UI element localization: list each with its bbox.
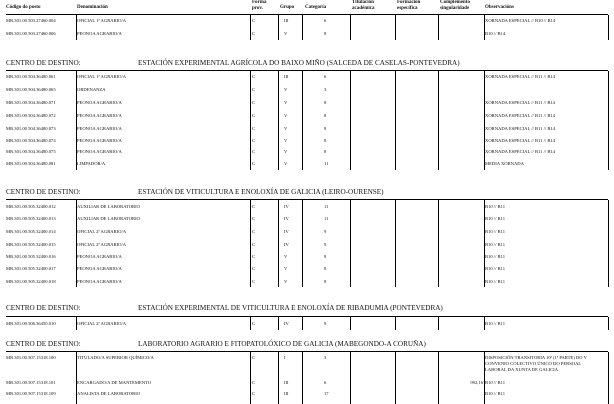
column-rule bbox=[302, 317, 303, 330]
header-complement-b: singularidade bbox=[440, 5, 470, 11]
section-divider bbox=[6, 199, 608, 200]
cell-observations: XORNADA ESPECIAL // B11 // B14 bbox=[485, 138, 555, 143]
column-rule bbox=[250, 317, 251, 330]
cell-group: V bbox=[284, 87, 288, 92]
cell-observations: XORNADA ESPECIAL // B10 // B14 bbox=[485, 18, 556, 23]
header-training-a: Formación bbox=[397, 0, 421, 5]
cell-form: C bbox=[252, 229, 256, 234]
column-rule bbox=[484, 352, 485, 404]
cell-group: V bbox=[284, 31, 288, 36]
column-rule bbox=[484, 15, 485, 40]
cell-form: C bbox=[252, 254, 256, 259]
cell-form: C bbox=[252, 279, 256, 284]
column-rule bbox=[608, 352, 609, 404]
cell-observations: B10 // B11 bbox=[485, 279, 505, 284]
cell-form: C bbox=[252, 266, 256, 271]
header-divider bbox=[6, 14, 608, 15]
header-code: Código do posto bbox=[6, 5, 41, 10]
column-rule bbox=[395, 352, 396, 404]
section-label: CENTRO DE DESTINO: bbox=[6, 188, 81, 196]
section-heading bbox=[6, 59, 460, 68]
cell-code: MR.301.00.504.36480.074 bbox=[6, 138, 56, 143]
column-rule bbox=[484, 200, 485, 287]
section-label: CENTRO DE DESTINO: bbox=[6, 340, 81, 348]
cell-code: MR.301.00.504.36480.081 bbox=[6, 161, 56, 166]
cell-form: C bbox=[252, 161, 256, 166]
cell-code: MR.301.00.504.36480.061 bbox=[6, 74, 56, 79]
cell-form: C bbox=[252, 18, 256, 23]
cell-code: MR.301.00.503.27460.006 bbox=[6, 31, 56, 36]
cell-code: MR.301.00.504.36480.071 bbox=[6, 100, 56, 105]
cell-observations: XORNADA ESPECIAL // B11 // B14 bbox=[485, 126, 555, 131]
column-rule bbox=[395, 317, 396, 330]
cell-group: III bbox=[284, 74, 289, 79]
column-rule bbox=[76, 15, 77, 40]
column-rule bbox=[350, 352, 351, 404]
column-rule bbox=[438, 352, 439, 404]
cell-form: C bbox=[252, 355, 256, 360]
cell-observations: DISPOSICIÓN TRANSITORIA 10ª (1ª PARTE) DO V bbox=[485, 355, 587, 360]
cell-form: C bbox=[252, 391, 256, 396]
column-rule bbox=[395, 200, 396, 287]
cell-code: MR.301.00.504.36480.065 bbox=[6, 87, 56, 92]
cell-name: ANALISTA DE LABORATORIO bbox=[77, 391, 141, 396]
cell-code: MR.301.00.507.15318.109 bbox=[6, 391, 56, 396]
cell-category: 8 bbox=[324, 126, 327, 131]
column-rule bbox=[76, 317, 77, 330]
cell-form: C bbox=[252, 31, 256, 36]
column-rule bbox=[250, 200, 251, 287]
column-rule bbox=[608, 15, 609, 40]
cell-form: C bbox=[252, 380, 256, 385]
header-complement-a: Complemento bbox=[440, 0, 470, 5]
cell-group: V bbox=[284, 126, 288, 131]
column-rule bbox=[250, 71, 251, 170]
cell-observations: B10 // B14 bbox=[485, 31, 506, 36]
header-degree-a: Titulación bbox=[352, 0, 374, 5]
column-rule bbox=[438, 200, 439, 287]
cell-complement: 992,16 bbox=[470, 380, 483, 385]
cell-category: 11 bbox=[324, 161, 329, 166]
column-rule bbox=[278, 352, 279, 404]
header-training-b: específica bbox=[397, 5, 418, 11]
cell-observations: XORNADA ESPECIAL // B11 // B14 bbox=[485, 100, 555, 105]
header-form-b: prov. bbox=[252, 5, 263, 11]
cell-form: C bbox=[252, 138, 256, 143]
section-divider bbox=[6, 70, 608, 71]
cell-name: PEONOA AGRARIO/A bbox=[77, 100, 122, 105]
section-center-name: ESTACIÓN DE VITICULTURA E ENOLOXÍA DE GALICIA (LEIRO-OURENSE) bbox=[138, 188, 384, 196]
column-rule bbox=[484, 71, 485, 170]
column-rule bbox=[278, 71, 279, 170]
cell-name: AUXILIAR DE LABORATORIO bbox=[77, 204, 140, 209]
cell-observations: B10 // B11 bbox=[485, 254, 505, 259]
cell-form: C bbox=[252, 126, 256, 131]
cell-name: PEONOA AGRARIO/A bbox=[77, 138, 122, 143]
cell-code: MR.301.00.505.32400.012 bbox=[6, 204, 56, 209]
section-label: CENTRO DE DESTINO: bbox=[6, 59, 81, 67]
cell-form: C bbox=[252, 113, 256, 118]
cell-group: V bbox=[284, 161, 288, 166]
cell-group: IV bbox=[284, 216, 289, 221]
cell-observations: XORNADA ESPECIAL // B11 // B14 bbox=[485, 149, 555, 154]
cell-code: MR.301.00.504.36480.072 bbox=[6, 113, 56, 118]
cell-observations: B10 // B11 bbox=[485, 266, 505, 271]
cell-group: III bbox=[284, 380, 289, 385]
cell-form: C bbox=[252, 204, 256, 209]
cell-name: ENCARGADO/A DE MANTEMENTO bbox=[77, 380, 152, 385]
cell-name: PEONOA AGRARIO/A bbox=[77, 279, 122, 284]
cell-category: 6 bbox=[324, 380, 327, 385]
cell-category: 3 bbox=[324, 355, 327, 360]
cell-group: V bbox=[284, 149, 288, 154]
cell-observations: B10 // B11 bbox=[485, 229, 505, 234]
cell-group: IV bbox=[284, 204, 289, 209]
cell-name: OFICIAL 2ª AGRARIO/A bbox=[77, 229, 127, 234]
cell-group: I bbox=[284, 355, 286, 360]
cell-code: MR.301.00.505.32400.017 bbox=[6, 266, 56, 271]
cell-category: 8 bbox=[324, 149, 327, 154]
cell-code: MR.301.00.504.36480.073 bbox=[6, 126, 56, 131]
cell-category: 8 bbox=[324, 138, 327, 143]
column-rule bbox=[302, 71, 303, 170]
cell-category: 17 bbox=[324, 391, 329, 396]
cell-code: MR.301.00.507.15318.101 bbox=[6, 380, 56, 385]
section-heading bbox=[6, 304, 443, 313]
cell-observations: B10 // B11 bbox=[485, 204, 505, 209]
column-rule bbox=[302, 15, 303, 40]
cell-category: 6 bbox=[324, 18, 327, 23]
column-rule bbox=[278, 317, 279, 330]
column-rule bbox=[608, 71, 609, 170]
cell-name: OFICIAL 1ª AGRARIO/A bbox=[77, 74, 127, 79]
cell-observations: CONVENIO COLECTIVO ÚNICO DO PERSOAL bbox=[485, 361, 582, 366]
cell-category: 9 bbox=[324, 229, 327, 234]
column-rule bbox=[438, 71, 439, 170]
cell-code: MR.301.00.504.36480.075 bbox=[6, 149, 56, 154]
cell-code: MR.301.00.505.32400.014 bbox=[6, 229, 56, 234]
cell-name: AUXILIAR DE LABORATORIO bbox=[77, 216, 140, 221]
table-header bbox=[0, 0, 614, 14]
cell-category: 11 bbox=[324, 216, 329, 221]
cell-group: V bbox=[284, 138, 288, 143]
cell-group: IV bbox=[284, 242, 289, 247]
column-rule bbox=[438, 15, 439, 40]
column-rule bbox=[350, 71, 351, 170]
cell-observations: XORNADA ESPECIAL // B11 // B14 bbox=[485, 74, 555, 79]
cell-category: 8 bbox=[324, 100, 327, 105]
cell-category: 8 bbox=[324, 254, 327, 259]
cell-group: IV bbox=[284, 229, 289, 234]
cell-name: PEONOA AGRARIO/A bbox=[77, 126, 122, 131]
cell-code: MR.301.00.505.32400.015 bbox=[6, 242, 56, 247]
cell-code: MR.301.00.503.27460.004 bbox=[6, 18, 56, 23]
cell-group: V bbox=[284, 279, 288, 284]
cell-name: PEONOA AGRARIO/A bbox=[77, 266, 122, 271]
cell-group: V bbox=[284, 113, 288, 118]
cell-category: 3 bbox=[324, 87, 327, 92]
cell-name: ORDENANZA bbox=[77, 87, 106, 92]
section-heading bbox=[6, 340, 426, 349]
column-rule bbox=[302, 200, 303, 287]
cell-category: 11 bbox=[324, 204, 329, 209]
cell-form: C bbox=[252, 149, 256, 154]
cell-form: C bbox=[252, 74, 256, 79]
column-rule bbox=[350, 317, 351, 330]
cell-observations: B10 // B11 bbox=[485, 321, 505, 326]
cell-name: OFICIAL 1ª AGRARIO/A bbox=[77, 18, 127, 23]
section-heading bbox=[6, 188, 384, 197]
cell-code: MR.301.00.505.32400.013 bbox=[6, 216, 56, 221]
header-category: Categoría bbox=[305, 5, 327, 10]
cell-category: 8 bbox=[324, 266, 327, 271]
cell-name: PEONOA AGRARIO/A bbox=[77, 31, 122, 36]
cell-category: 8 bbox=[324, 279, 327, 284]
cell-form: C bbox=[252, 242, 256, 247]
cell-form: C bbox=[252, 100, 256, 105]
cell-form: C bbox=[252, 216, 256, 221]
column-rule bbox=[395, 71, 396, 170]
cell-category: 8 bbox=[324, 31, 327, 36]
cell-category: 8 bbox=[324, 113, 327, 118]
cell-code: MR.301.00.507.15318.100 bbox=[6, 355, 56, 360]
cell-observations: MEDIA XORNADA bbox=[485, 161, 524, 166]
cell-name: PEONOA AGRARIO/A bbox=[77, 113, 122, 118]
cell-code: MR.301.00.505.32400.016 bbox=[6, 254, 56, 259]
column-rule bbox=[608, 200, 609, 287]
cell-group: V bbox=[284, 254, 288, 259]
column-rule bbox=[278, 15, 279, 40]
column-rule bbox=[302, 352, 303, 404]
header-name: Denominación bbox=[77, 5, 108, 10]
cell-group: III bbox=[284, 391, 289, 396]
cell-category: 6 bbox=[324, 74, 327, 79]
cell-name: OFICIAL 2ª AGRARIO/A bbox=[77, 242, 127, 247]
section-divider bbox=[6, 316, 608, 317]
column-rule bbox=[250, 15, 251, 40]
header-observations: Observacións bbox=[485, 5, 514, 10]
column-rule bbox=[484, 317, 485, 330]
section-divider bbox=[6, 351, 608, 352]
column-rule bbox=[350, 200, 351, 287]
cell-name: OFICIAL 2ª AGRARIO/A bbox=[77, 321, 127, 326]
cell-observations: B10 // B11 bbox=[485, 380, 505, 385]
column-rule bbox=[395, 15, 396, 40]
column-rule bbox=[76, 200, 77, 287]
cell-category: 9 bbox=[324, 242, 327, 247]
cell-name: PEONOA AGRARIO/A bbox=[77, 254, 122, 259]
cell-observations: B10 // B11 bbox=[485, 391, 505, 396]
column-rule bbox=[438, 317, 439, 330]
column-rule bbox=[76, 352, 77, 404]
cell-group: III bbox=[284, 18, 289, 23]
column-rule bbox=[250, 352, 251, 404]
section-label: CENTRO DE DESTINO: bbox=[6, 304, 81, 312]
cell-form: C bbox=[252, 321, 256, 326]
section-center-name: LABORATORIO AGRARIO E FITOPATOLÓXICO DE GALICIA (MABEGONDO-A CORUÑA) bbox=[138, 340, 426, 348]
cell-observations: B10 // B11 bbox=[485, 216, 505, 221]
column-rule bbox=[278, 200, 279, 287]
header-form-a: Forma bbox=[252, 0, 267, 5]
cell-name: PEONOA AGRARIO/A bbox=[77, 149, 122, 154]
column-rule bbox=[76, 71, 77, 170]
cell-observations: LABORAL DA XUNTA DE GALICIA. bbox=[485, 367, 560, 372]
cell-group: V bbox=[284, 100, 288, 105]
section-center-name: ESTACIÓN EXPERIMENTAL DE VITICULTURA E ENOLOXÍA DE RIBADUMIA (PONTEVEDRA) bbox=[138, 304, 443, 312]
cell-code: MR.301.00.505.32400.018 bbox=[6, 279, 56, 284]
cell-observations: XORNADA ESPECIAL // B11 // B14 bbox=[485, 113, 555, 118]
cell-form: C bbox=[252, 87, 256, 92]
cell-group: IV bbox=[284, 321, 289, 326]
column-rule bbox=[350, 15, 351, 40]
cell-group: V bbox=[284, 266, 288, 271]
cell-observations: B10 // B11 bbox=[485, 242, 505, 247]
column-rule bbox=[608, 317, 609, 330]
header-group: Grupo bbox=[280, 5, 295, 10]
cell-name: TITULADO/A SUPERIOR QUÍMICO/A bbox=[77, 355, 154, 360]
header-degree-b: académica bbox=[352, 5, 375, 11]
cell-code: MR.301.00.506.36450.010 bbox=[6, 321, 56, 326]
section-center-name: ESTACIÓN EXPERIMENTAL AGRÍCOLA DO BAIXO MIÑO (SALCEDA DE CASELAS-PONTEVEDRA) bbox=[138, 59, 460, 67]
cell-category: 9 bbox=[324, 321, 327, 326]
cell-name: LIMPADOR/A bbox=[77, 161, 106, 166]
